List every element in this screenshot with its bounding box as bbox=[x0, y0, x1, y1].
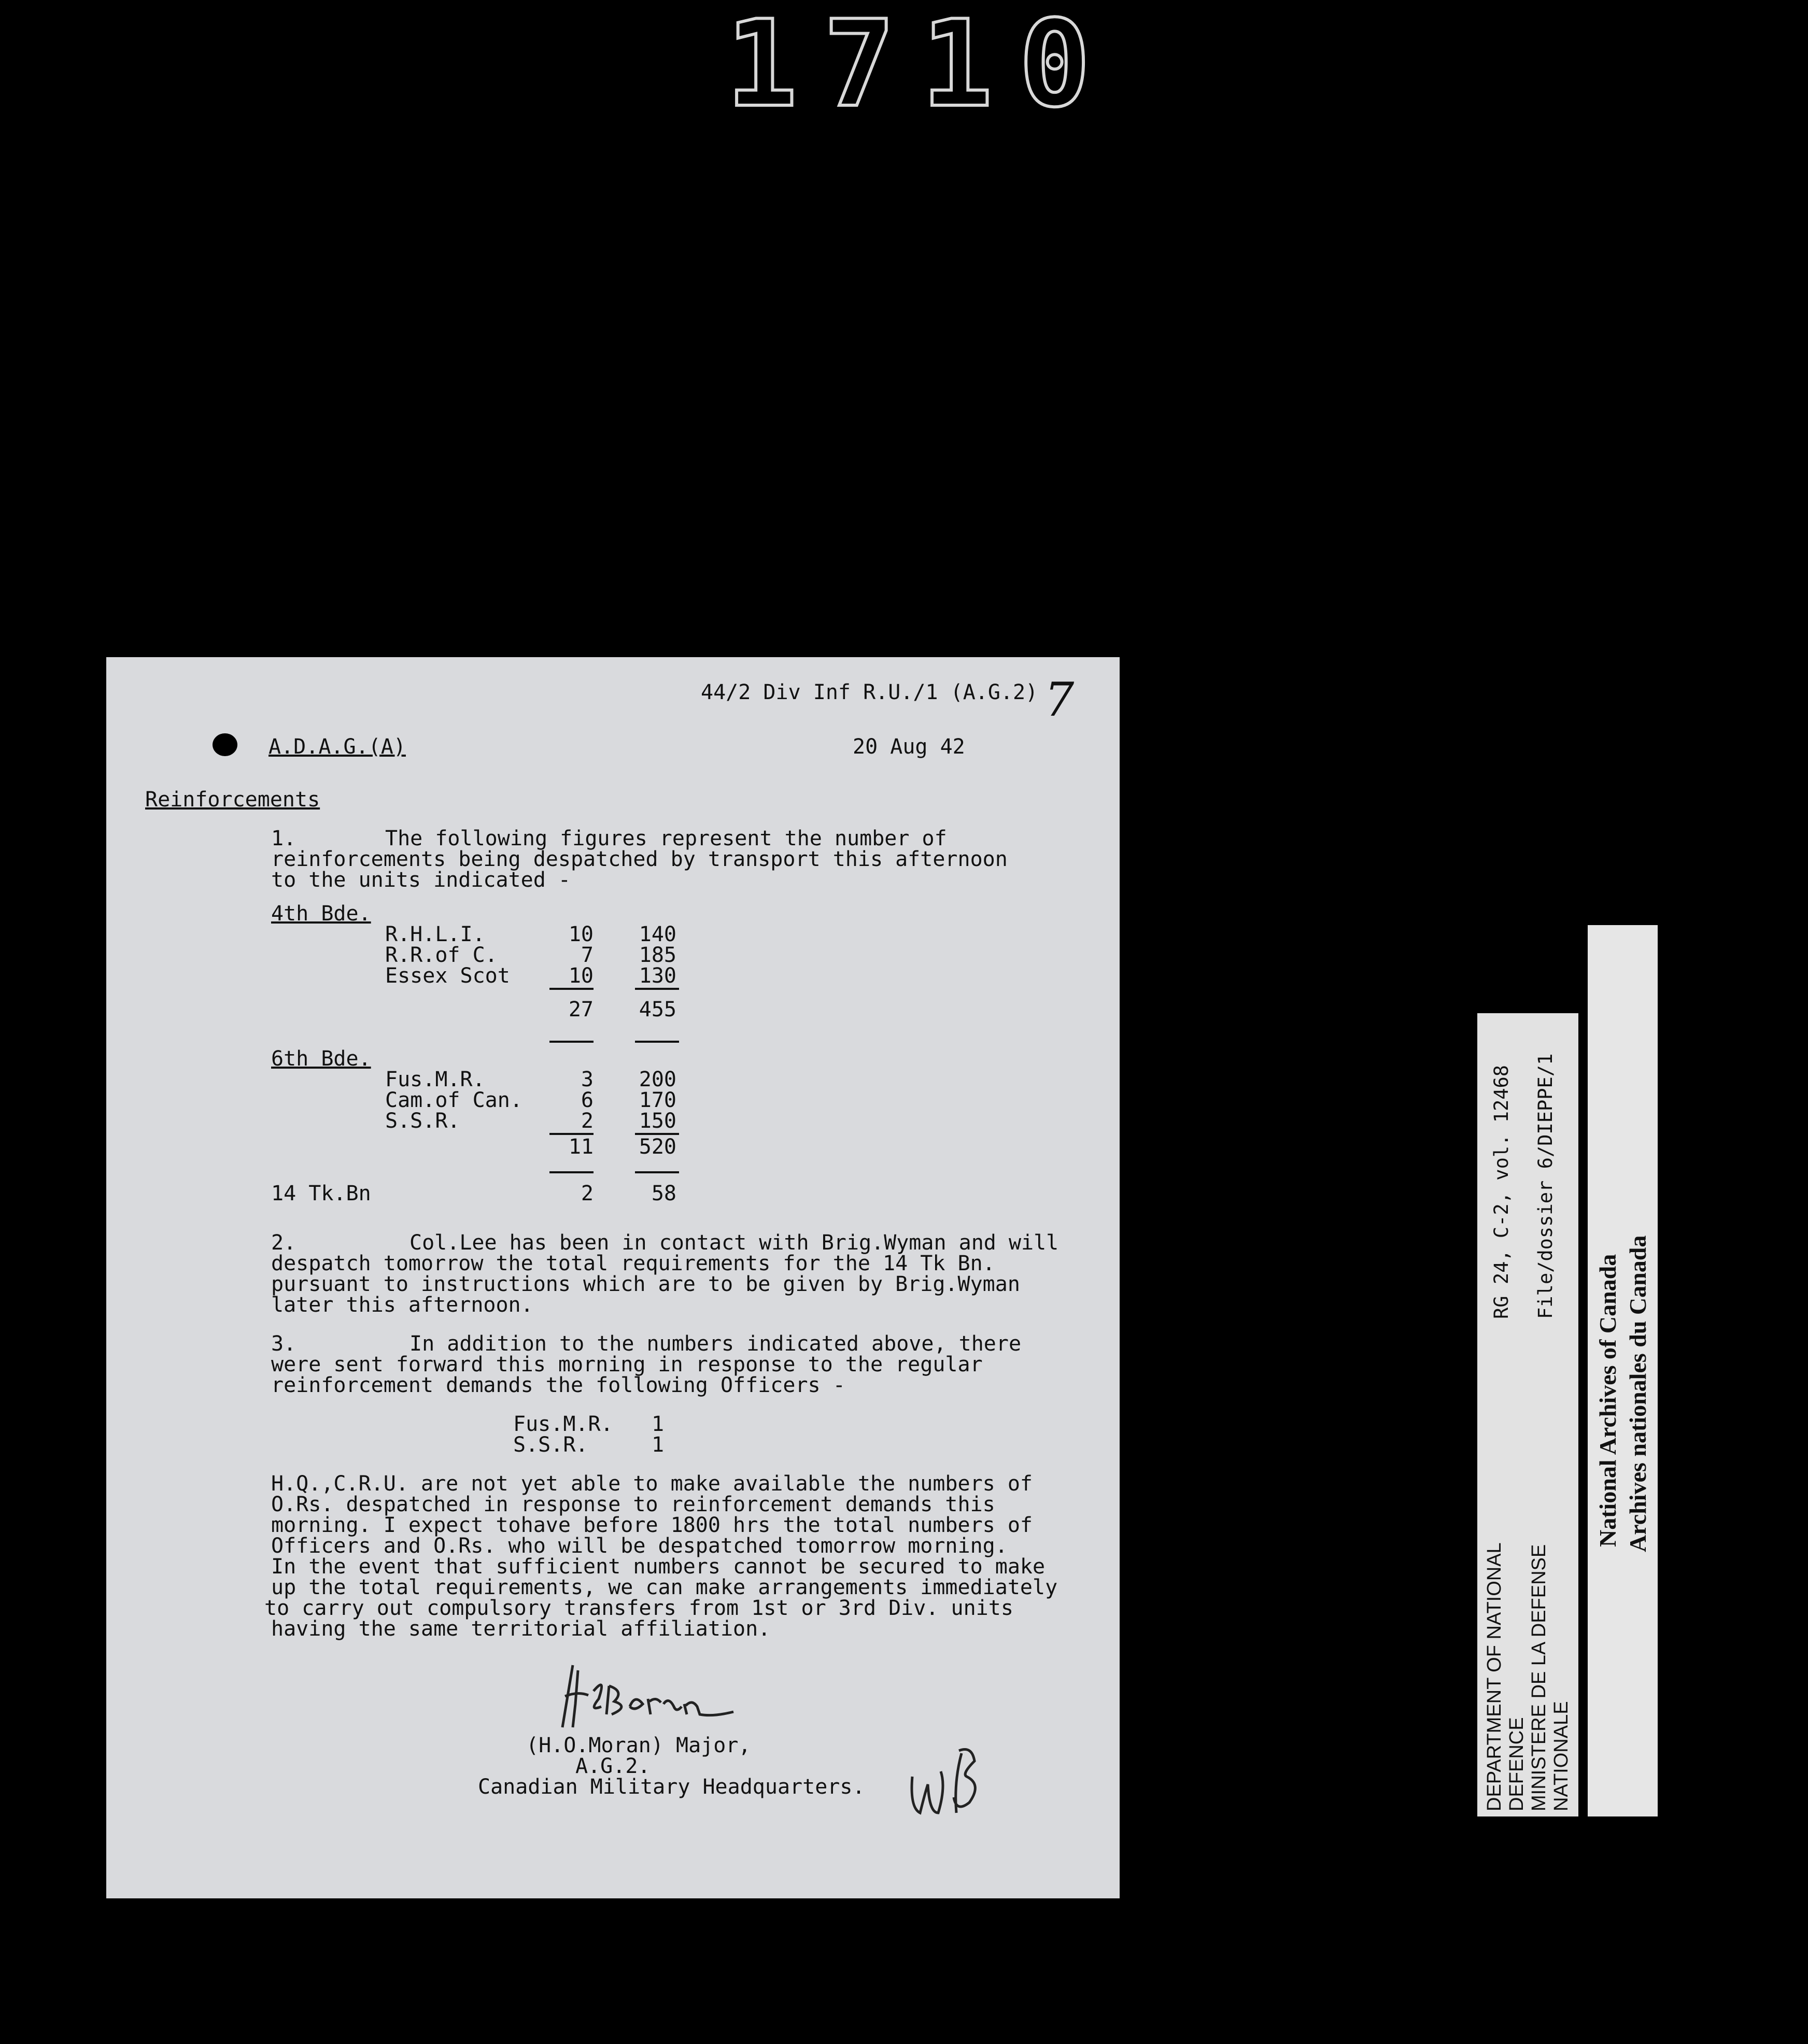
separator-rule bbox=[549, 1041, 594, 1043]
separator-rule bbox=[635, 1171, 679, 1173]
department-line: MINISTERE DE LA DEFENSE bbox=[1528, 1544, 1550, 1811]
para4-line: morning. I expect tohave before 1800 hrs the total numbers of bbox=[271, 1513, 1033, 1537]
total-row bbox=[106, 999, 1120, 1020]
signatory-hq: Canadian Military Headquarters. bbox=[478, 1775, 865, 1799]
list-item bbox=[106, 1414, 1120, 1435]
total-rule bbox=[635, 988, 679, 990]
punch-hole bbox=[213, 733, 237, 756]
para4-line: up the total requirements, we can make arrangements immediately bbox=[271, 1575, 1058, 1599]
officers-count: 2 bbox=[581, 1182, 594, 1205]
para1-line: reinforcements being despatched by transport this afternoon bbox=[271, 847, 1008, 871]
total-row bbox=[106, 1137, 1120, 1157]
officers-count: 1 bbox=[652, 1433, 665, 1457]
handwritten-signature bbox=[557, 1655, 744, 1738]
unit-name: R.R.of C. bbox=[385, 943, 498, 967]
para2-line: later this afternoon. bbox=[271, 1293, 533, 1317]
unit-name: Fus.M.R. bbox=[385, 1068, 485, 1091]
archive-ref-line: File/dossier 6/DIEPPE/1 bbox=[1534, 1053, 1557, 1319]
officers-count: 1 bbox=[652, 1412, 665, 1436]
ors-count: 140 bbox=[639, 922, 676, 946]
total-officers: 11 bbox=[568, 1135, 594, 1159]
archives-label-strip bbox=[1588, 925, 1658, 1816]
department-line: NATIONALE bbox=[1550, 1701, 1572, 1811]
para1-number: 1. bbox=[271, 827, 296, 850]
para1-line: to the units indicated - bbox=[271, 868, 571, 892]
para3-line: In addition to the numbers indicated above, there bbox=[409, 1332, 1022, 1356]
memo-page bbox=[106, 657, 1120, 1898]
table-row bbox=[106, 945, 1120, 966]
officers-count: 7 bbox=[581, 943, 594, 967]
total-ors: 520 bbox=[639, 1135, 676, 1159]
unit-name: 14 Tk.Bn bbox=[271, 1182, 371, 1205]
officers-count: 6 bbox=[581, 1088, 594, 1112]
ors-count: 185 bbox=[639, 943, 676, 967]
para2-number: 2. bbox=[271, 1231, 296, 1255]
unit-name: Essex Scot bbox=[385, 964, 510, 988]
bde4-heading: 4th Bde. bbox=[271, 902, 371, 926]
para3-number: 3. bbox=[271, 1332, 296, 1356]
archives-name-fr: Archives nationales du Canada bbox=[1625, 1235, 1651, 1552]
unit-name: Cam.of Can. bbox=[385, 1088, 522, 1112]
officers-count: 3 bbox=[581, 1068, 594, 1091]
para4-line: having the same territorial affiliation. bbox=[271, 1617, 771, 1641]
list-item bbox=[106, 1435, 1120, 1455]
para1-line: The following figures represent the number of bbox=[385, 827, 947, 850]
archives-name-en: National Archives of Canada bbox=[1594, 1254, 1621, 1547]
para3-line: were sent forward this morning in response to the regular bbox=[271, 1353, 983, 1376]
archive-ref-line: RG 24, C-2, vol. 12468 bbox=[1490, 1064, 1513, 1319]
handwritten-initials bbox=[905, 1735, 1008, 1834]
para2-line: Col.Lee has been in contact with Brig.Wyman and will bbox=[409, 1231, 1059, 1255]
para4-line: O.Rs. despatched in response to reinforcement demands this bbox=[271, 1493, 995, 1516]
para4-line: Officers and O.Rs. who will be despatched tomorrow morning. bbox=[271, 1534, 1008, 1558]
memo-date: 20 Aug 42 bbox=[853, 735, 965, 759]
bde6-heading: 6th Bde. bbox=[271, 1047, 371, 1071]
officers-count: 10 bbox=[568, 964, 594, 988]
para2-line: despatch tomorrow the total requirements for the 14 Tk Bn. bbox=[271, 1252, 995, 1275]
officers-count: 10 bbox=[568, 922, 594, 946]
signatory-title: A.G.2. bbox=[575, 1754, 651, 1778]
table-row bbox=[106, 1069, 1120, 1090]
total-rule bbox=[549, 988, 594, 990]
addressee: A.D.A.G.(A) bbox=[269, 735, 406, 759]
separator-rule bbox=[549, 1171, 594, 1173]
subject-heading: Reinforcements bbox=[145, 788, 320, 812]
unit-name: S.S.R. bbox=[513, 1433, 588, 1457]
department-line: DEPARTMENT OF NATIONAL bbox=[1484, 1542, 1505, 1811]
ors-count: 130 bbox=[639, 964, 676, 988]
table-row bbox=[106, 1090, 1120, 1111]
ors-count: 150 bbox=[639, 1109, 676, 1133]
department-line: DEFENCE bbox=[1506, 1717, 1528, 1811]
unit-name: S.S.R. bbox=[385, 1109, 460, 1133]
para4-line: In the event that sufficient numbers cannot be secured to make bbox=[271, 1555, 1046, 1579]
para4-line: to carry out compulsory transfers from 1st or 3rd Div. units bbox=[264, 1596, 1013, 1620]
separator-rule bbox=[635, 1041, 679, 1043]
unit-name: R.H.L.I. bbox=[385, 922, 485, 946]
table-row bbox=[106, 966, 1120, 986]
officers-count: 2 bbox=[581, 1109, 594, 1133]
para2-line: pursuant to instructions which are to be given by Brig.Wyman bbox=[271, 1272, 1020, 1296]
total-ors: 455 bbox=[639, 998, 676, 1021]
para4-line: H.Q.,C.R.U. are not yet able to make available the numbers of bbox=[271, 1472, 1033, 1496]
archive-reference-strip bbox=[1477, 1013, 1578, 1816]
table-row bbox=[106, 1183, 1120, 1204]
table-row bbox=[106, 924, 1120, 945]
ors-count: 58 bbox=[651, 1182, 676, 1205]
unit-name: Fus.M.R. bbox=[513, 1412, 613, 1436]
file-reference: 44/2 Div Inf R.U./1 (A.G.2) bbox=[701, 680, 1038, 704]
page-mark: 7 bbox=[1044, 673, 1075, 727]
frame-number: 1710 bbox=[726, 0, 1117, 134]
ors-count: 170 bbox=[639, 1088, 676, 1112]
ors-count: 200 bbox=[639, 1068, 676, 1091]
total-officers: 27 bbox=[568, 998, 594, 1021]
signatory-name: (H.O.Moran) Major, bbox=[526, 1734, 751, 1757]
para3-line: reinforcement demands the following Officers - bbox=[271, 1373, 845, 1397]
table-row bbox=[106, 1111, 1120, 1131]
